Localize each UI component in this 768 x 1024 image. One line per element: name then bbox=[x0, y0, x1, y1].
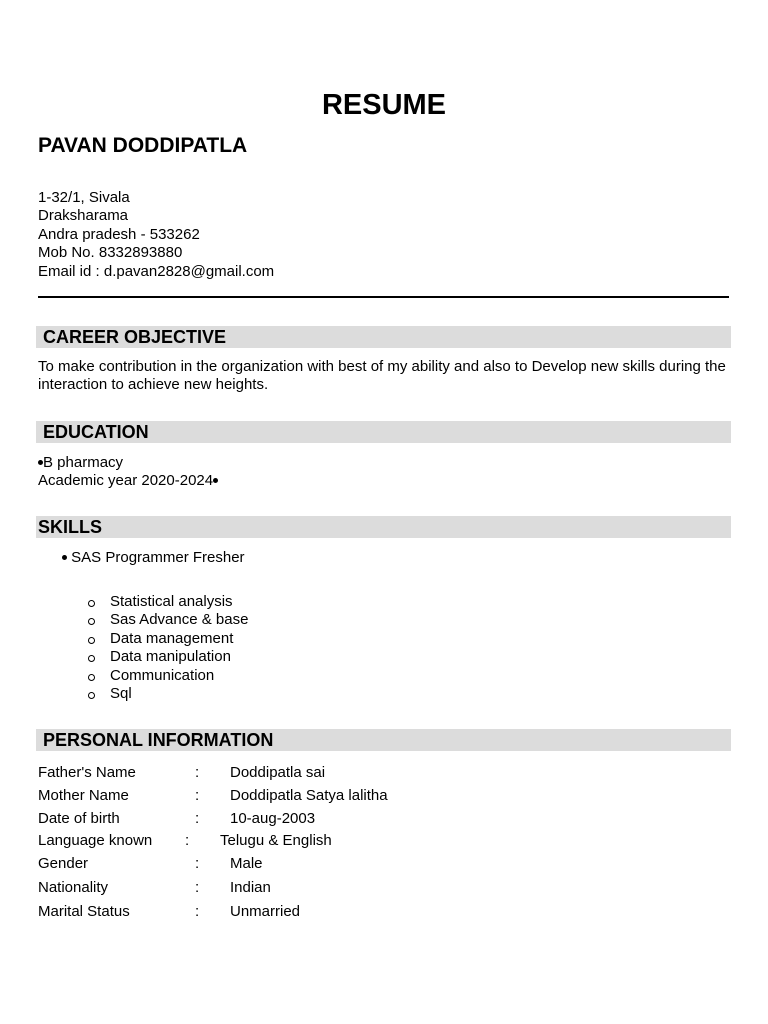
info-separator: : bbox=[195, 787, 200, 804]
skill-label: Communication bbox=[110, 666, 215, 684]
candidate-name: PAVAN DODDIPATLA bbox=[38, 134, 248, 157]
education-degree: B pharmacy bbox=[43, 454, 124, 471]
info-separator: : bbox=[195, 810, 200, 827]
table-row bbox=[0, 855, 500, 875]
info-value: Indian bbox=[230, 879, 271, 896]
document-title: RESUME bbox=[321, 89, 447, 121]
info-value: Doddipatla Satya lalitha bbox=[230, 787, 388, 804]
section-title: SKILLS bbox=[38, 517, 103, 537]
skill-label: Data management bbox=[110, 629, 234, 647]
info-value: Doddipatla sai bbox=[230, 764, 326, 781]
skill-label: Data manipulation bbox=[110, 648, 231, 666]
address-line: Andra pradesh - 533262 bbox=[38, 225, 200, 243]
info-value: Telugu & English bbox=[220, 832, 332, 849]
info-value: Male bbox=[230, 855, 263, 872]
table-row bbox=[0, 764, 500, 784]
education-year: Academic year 2020-2024 bbox=[38, 472, 214, 490]
address-line: Draksharama bbox=[38, 207, 129, 225]
email-line: Email id : d.pavan2828@gmail.com bbox=[38, 262, 275, 280]
table-row bbox=[0, 903, 500, 923]
info-separator: : bbox=[195, 764, 200, 781]
info-label: Nationality bbox=[38, 879, 109, 896]
info-label: Mother Name bbox=[38, 787, 129, 804]
section-title: EDUCATION bbox=[43, 422, 149, 442]
info-value: 10-aug-2003 bbox=[230, 810, 316, 827]
skill-main-label: SAS Programmer Fresher bbox=[71, 549, 245, 566]
section-title: CAREER OBJECTIVE bbox=[43, 327, 227, 347]
table-row bbox=[0, 832, 500, 852]
info-label: Language known bbox=[38, 832, 153, 849]
career-objective-text: To make contribution in the organization with best of my ability and also to Develop new skills during the interaction to achieve new heights. bbox=[38, 358, 726, 394]
info-separator: : bbox=[185, 832, 190, 849]
info-label: Date of birth bbox=[38, 810, 120, 827]
info-label: Marital Status bbox=[38, 903, 130, 920]
info-separator: : bbox=[195, 879, 200, 896]
address-line: 1-32/1, Sivala bbox=[38, 189, 130, 206]
info-value: Unmarried bbox=[230, 903, 301, 920]
info-separator: : bbox=[195, 855, 200, 872]
table-row bbox=[0, 787, 500, 807]
info-separator: : bbox=[195, 903, 200, 920]
info-label: Father's Name bbox=[38, 764, 136, 781]
table-row bbox=[0, 879, 500, 899]
skill-label: Statistical analysis bbox=[110, 593, 233, 610]
phone-line: Mob No. 8332893880 bbox=[38, 244, 183, 262]
info-label: Gender bbox=[38, 855, 89, 872]
skill-label: Sql bbox=[110, 684, 132, 702]
section-title: PERSONAL INFORMATION bbox=[43, 730, 274, 750]
table-row bbox=[0, 810, 500, 830]
skill-label: Sas Advance & base bbox=[110, 611, 249, 629]
